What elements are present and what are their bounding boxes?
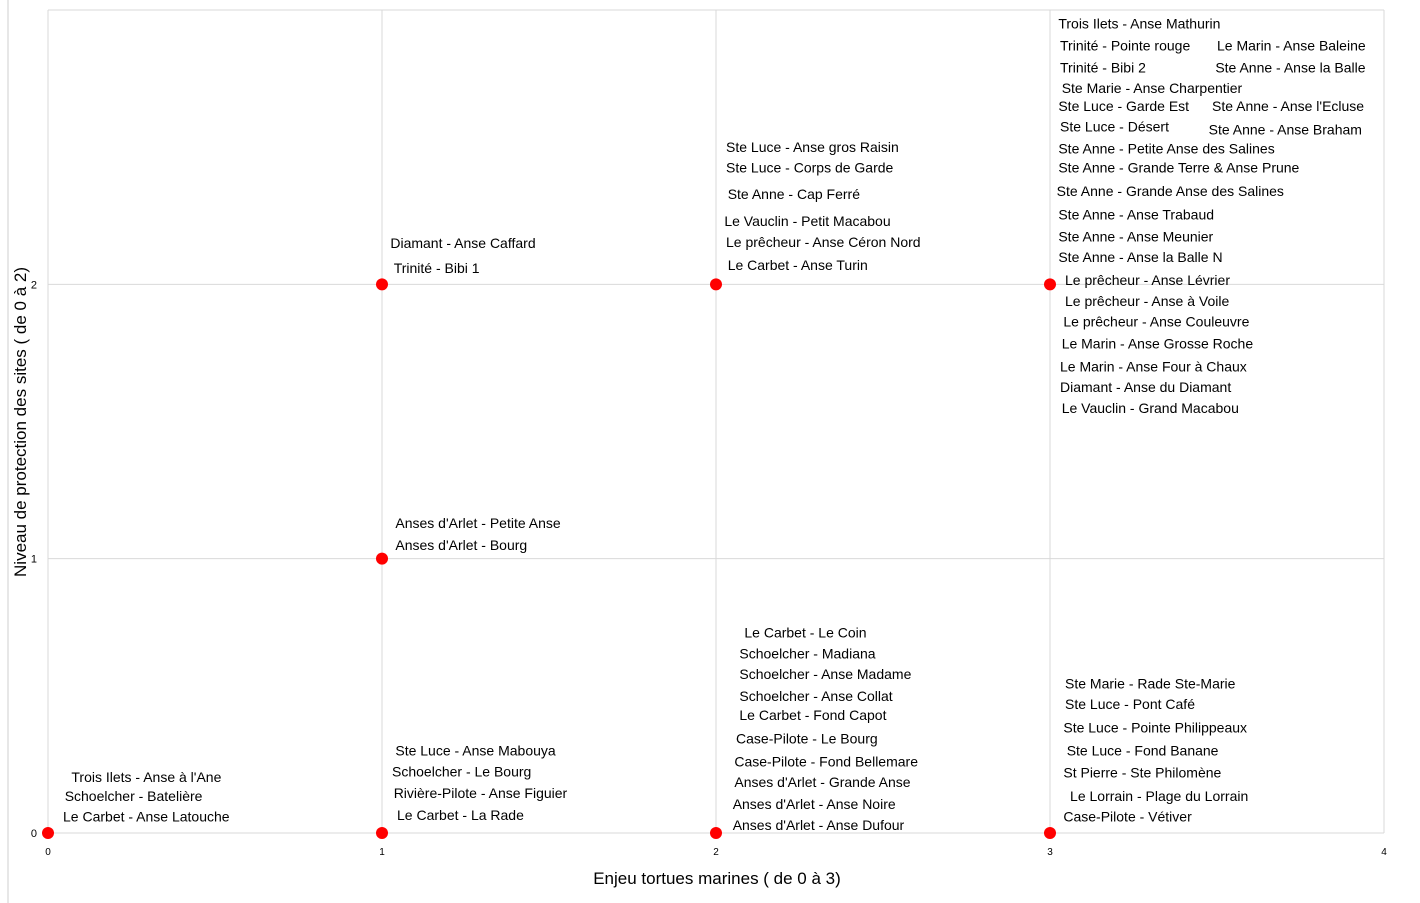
point-label: Ste Luce - Anse Mabouya [395,742,556,759]
y-tick-label: 1 [30,553,37,566]
point-label: Le prêcheur - Anse Céron Nord [726,233,921,250]
point-label: Le prêcheur - Anse Lévrier [1065,272,1231,289]
point-label: Ste Anne - Petite Anse des Salines [1058,140,1275,157]
point-label: Ste Anne - Anse l'Ecluse [1211,98,1365,115]
point-label: Case-Pilote - Vétiver [1063,808,1192,825]
point-label: Case-Pilote - Fond Bellemare [734,753,919,770]
point-label: Trois Ilets - Anse à l'Ane [71,768,222,785]
point-label: Schoelcher - Anse Madame [739,665,912,682]
y-axis-title: Niveau de protection des sites ( de 0 à 2) [11,267,30,577]
point-label: Ste Anne - Grande Terre & Anse Prune [1058,159,1300,176]
x-tick-label: 4 [1381,847,1387,858]
x-tick-label: 2 [713,847,719,858]
data-point [710,278,722,290]
point-label: Ste Luce - Corps de Garde [726,159,894,176]
point-label: Ste Luce - Pointe Philippeaux [1063,719,1248,736]
point-label: Anses d'Arlet - Anse Noire [732,796,896,813]
point-label: Diamant - Anse du Diamant [1060,379,1232,396]
y-tick-label: 2 [30,279,37,292]
point-label: Anses d'Arlet - Anse Dufour [732,816,905,833]
y-tick-label: 0 [30,828,37,840]
data-point [710,827,722,839]
point-label: Anses d'Arlet - Petite Anse [395,515,561,532]
point-label: Schoelcher - Madiana [739,645,876,662]
x-axis-title: Enjeu tortues marines ( de 0 à 3) [593,869,841,888]
point-label: Trinité - Pointe rouge [1060,37,1191,54]
point-label: Ste Luce - Fond Banane [1066,742,1219,759]
point-label: Ste Marie - Rade Ste-Marie [1065,675,1236,692]
point-label: Diamant - Anse Caffard [390,235,536,252]
point-label: Ste Anne - Anse la Balle N [1058,248,1223,265]
point-label: Case-Pilote - Le Bourg [736,730,878,747]
point-label: Rivière-Pilote - Anse Figuier [393,785,568,802]
point-label: Ste Anne - Grande Anse des Salines [1056,183,1284,200]
data-point [376,827,388,839]
point-label: Anses d'Arlet - Bourg [395,536,528,553]
data-point [376,278,388,290]
point-label: Ste Luce - Désert [1060,118,1169,135]
x-tick-label: 1 [379,847,385,858]
point-label: Le Carbet - La Rade [397,807,524,824]
point-label: Le Marin - Anse Baleine [1217,37,1366,54]
point-label: Le Marin - Anse Grosse Roche [1061,335,1254,352]
point-label: Le prêcheur - Anse Couleuvre [1063,313,1250,330]
point-label: Le prêcheur - Anse à Voile [1065,292,1230,309]
point-label: Trois Ilets - Anse Mathurin [1058,15,1221,32]
point-label: Ste Luce - Garde Est [1058,98,1190,115]
point-label: Le Carbet - Le Coin [744,624,867,641]
point-label: Ste Anne - Anse Braham [1208,121,1362,138]
point-label: Le Carbet - Anse Turin [727,257,868,274]
point-label: Ste Anne - Cap Ferré [727,185,860,202]
point-label: Trinité - Bibi 2 [1060,59,1146,76]
data-point [1044,278,1056,290]
data-point [376,553,388,565]
data-point [1044,827,1056,839]
point-label: Le Carbet - Anse Latouche [63,808,230,825]
point-label: Le Vauclin - Petit Macabou [724,213,891,230]
point-label: Le Lorrain - Plage du Lorrain [1070,787,1249,804]
point-label: Ste Luce - Anse gros Raisin [726,139,899,156]
point-label: Le Marin - Anse Four à Chaux [1060,358,1247,375]
point-label: Anses d'Arlet - Grande Anse [734,774,911,791]
point-label: Schoelcher - Anse Collat [739,687,893,704]
point-label: Ste Marie - Anse Charpentier [1061,80,1243,97]
point-label: Ste Anne - Anse Trabaud [1058,206,1215,223]
data-point [42,827,54,839]
point-label: Schoelcher - Le Bourg [392,763,532,780]
point-label: Schoelcher - Batelière [64,787,203,804]
point-label: Trinité - Bibi 1 [393,259,480,276]
point-label: Ste Anne - Anse Meunier [1058,228,1214,245]
x-tick-label: 0 [45,847,51,858]
point-label: Ste Anne - Anse la Balle [1215,59,1366,76]
x-tick-label: 3 [1047,847,1053,858]
point-label: Le Carbet - Fond Capot [739,707,887,724]
point-label: Ste Luce - Pont Café [1065,696,1195,713]
point-label: St Pierre - Ste Philomène [1063,764,1222,781]
point-label: Le Vauclin - Grand Macabou [1061,399,1239,416]
